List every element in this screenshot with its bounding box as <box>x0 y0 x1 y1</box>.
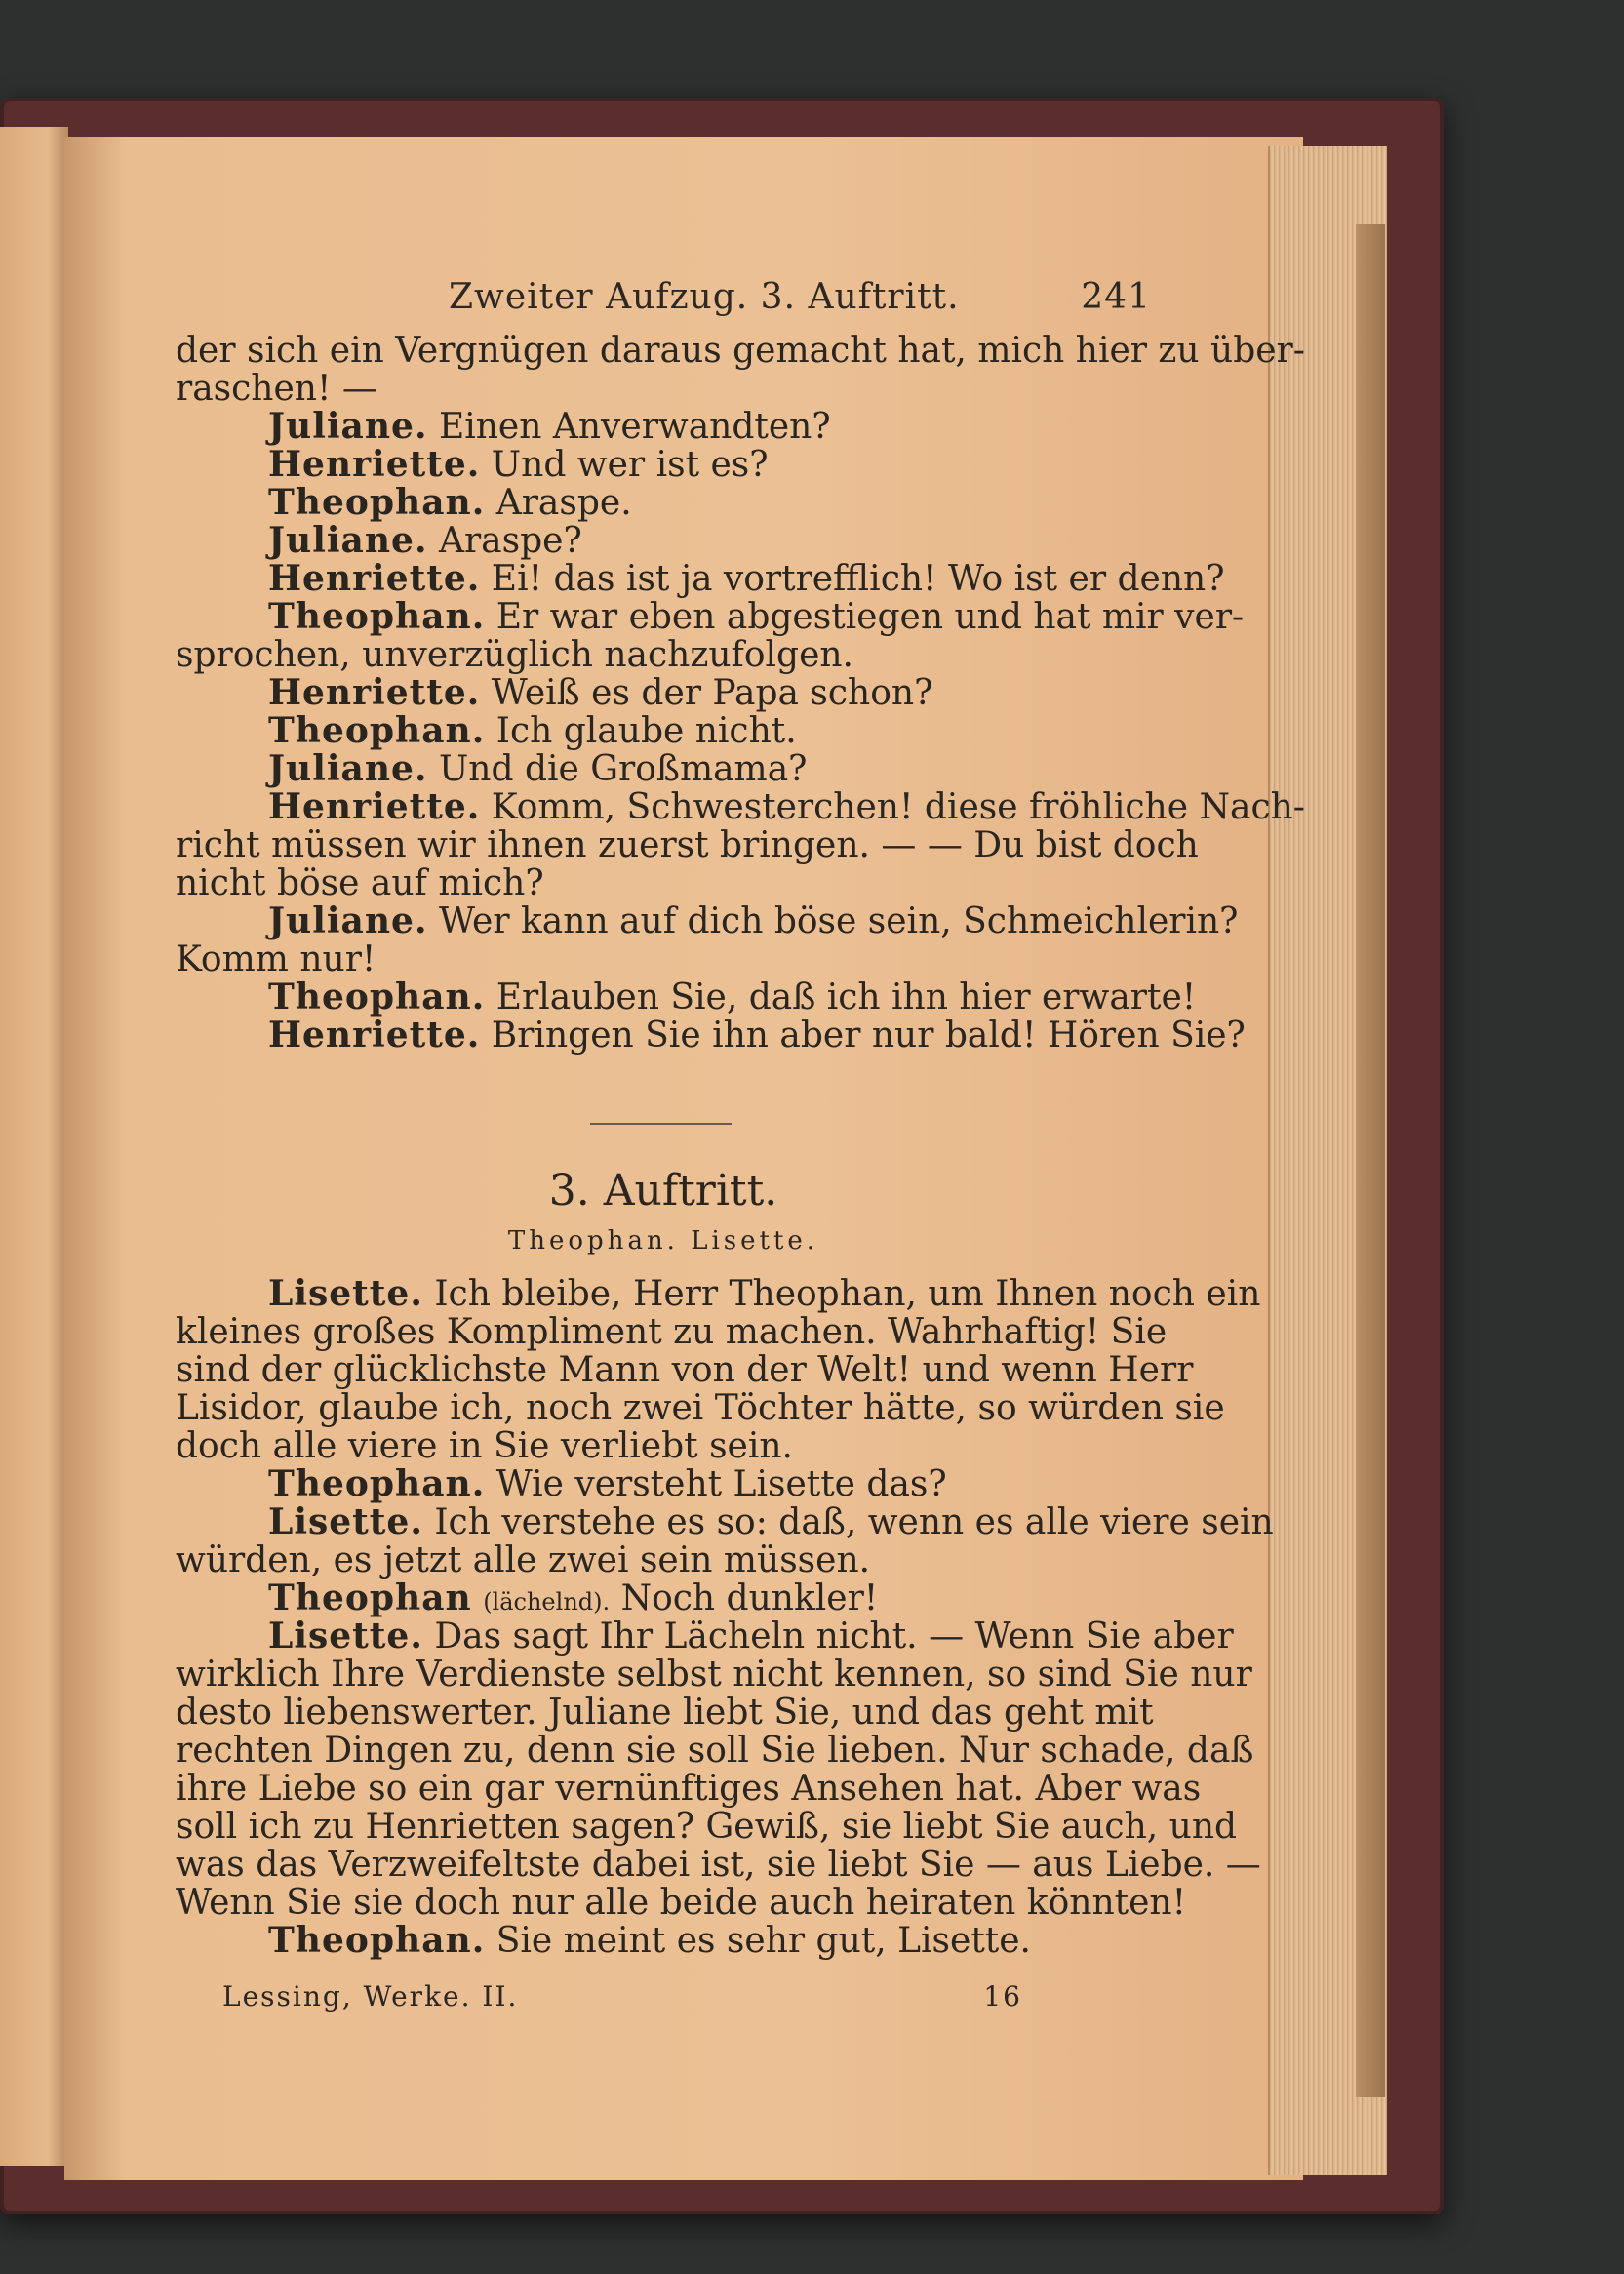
text-line <box>176 1579 1151 1617</box>
line-text: Er war eben abgestiegen und hat mir ver- <box>495 597 1245 637</box>
line-text: desto liebenswerter. Juliane liebt Sie, und das geht mit <box>176 1693 1154 1733</box>
text-line <box>176 900 1239 941</box>
text-line <box>176 786 1305 827</box>
text-line <box>176 1541 1151 1579</box>
text-line <box>176 712 1151 750</box>
speaker-name: Henriette. <box>268 786 481 827</box>
text-line <box>176 1616 1234 1656</box>
speaker-name: Theophan. <box>268 482 486 523</box>
text-line <box>176 674 1151 712</box>
text-line <box>176 1015 1246 1056</box>
line-text: raschen! — <box>176 369 377 409</box>
line-text: soll ich zu Henrietten sagen? Gewiß, sie liebt Sie auch, und <box>176 1807 1238 1847</box>
footer-sheet-number: 16 <box>983 1980 1022 2013</box>
text-line <box>176 1731 1254 1771</box>
speaker-name: Lisette. <box>268 1273 423 1314</box>
line-text: rechten Dingen zu, denn sie soll Sie lieben. Nur schade, daß <box>176 1731 1254 1771</box>
text-line <box>176 596 1245 637</box>
text-line <box>176 1427 1151 1465</box>
text-line <box>176 977 1197 1017</box>
page-footer <box>222 1980 1022 2019</box>
line-text: Das sagt Ihr Lächeln nicht. — Wenn Sie aber <box>434 1616 1234 1656</box>
line-text: Lisidor, glaube ich, noch zwei Töchter hätte, so würden sie <box>176 1388 1225 1428</box>
line-text: würden, es jetzt alle zwei sein müssen. <box>176 1540 871 1580</box>
line-text: Ich verstehe es so: daß, wenn es alle viere sein <box>434 1502 1274 1542</box>
line-text: sind der glücklichste Mann von der Welt! und wenn Herr <box>176 1350 1194 1390</box>
text-line <box>176 1769 1202 1809</box>
text-line <box>176 940 1151 978</box>
text-line <box>176 331 1305 371</box>
text-line <box>176 370 1151 408</box>
line-text: Erlauben Sie, daß ich ihn hier erwarte! <box>495 977 1197 1017</box>
line-text: kleines großes Kompliment zu machen. Wahrhaftig! Sie <box>176 1312 1168 1352</box>
text-line <box>176 825 1199 865</box>
text-line <box>176 1465 1151 1503</box>
line-text: was das Verzweifeltste dabei ist, sie liebt Sie — aus Liebe. — <box>176 1845 1261 1885</box>
text-line <box>176 1501 1274 1542</box>
text-line <box>176 1693 1154 1733</box>
text-line <box>176 1388 1225 1428</box>
line-text: sprochen, unverzüglich nachzufolgen. <box>176 635 854 675</box>
line-text: Und die Großmama? <box>438 749 808 789</box>
text-line <box>176 1312 1168 1352</box>
text-line <box>176 1273 1261 1314</box>
line-text: Ich glaube nicht. <box>495 711 797 751</box>
text-line <box>176 864 1151 902</box>
text-line <box>176 636 1151 674</box>
text-line <box>176 750 1151 788</box>
speaker-name: Henriette. <box>268 558 481 599</box>
line-text: wirklich Ihre Verdienste selbst nicht kennen, so sind Sie nur <box>176 1655 1252 1695</box>
line-text: Ei! das ist ja vortrefflich! Wo ist er denn? <box>491 559 1225 599</box>
line-text: richt müssen wir ihnen zuerst bringen. — — Du bist doch <box>176 825 1199 865</box>
text-line <box>176 1807 1238 1847</box>
running-title: Zweiter Aufzug. 3. Auftritt. <box>449 277 960 317</box>
speaker-name: Juliane. <box>268 520 428 561</box>
dialogue-block-1 <box>176 331 1305 1056</box>
speaker-name: Theophan. <box>268 1920 486 1961</box>
text-line <box>176 1350 1194 1390</box>
running-head <box>449 277 1151 326</box>
scene-title: 3. Auftritt. <box>548 1166 778 1216</box>
stage-direction: (lächelnd). <box>483 1588 611 1616</box>
line-text: Komm, Schwesterchen! diese fröhliche Nach- <box>491 787 1305 827</box>
text-line <box>176 484 1151 522</box>
line-text: Komm nur! <box>176 939 376 979</box>
speaker-name: Lisette. <box>268 1501 423 1542</box>
line-text: Und wer ist es? <box>491 445 769 485</box>
line-text: nicht böse auf mich? <box>176 863 544 903</box>
line-text: Ich bleibe, Herr Theophan, um Ihnen noch ein <box>434 1274 1261 1314</box>
line-text: Wenn Sie sie doch nur alle beide auch heiraten könnten! <box>176 1883 1187 1923</box>
line-text: Araspe? <box>438 521 582 561</box>
speaker-name: Henriette. <box>268 1015 481 1056</box>
line-text: Araspe. <box>495 483 632 523</box>
speaker-name: Juliane. <box>268 406 428 447</box>
scene-persons: Theophan. Lisette. <box>507 1226 819 1256</box>
line-text: Noch dunkler! <box>620 1578 879 1618</box>
text-line <box>176 558 1225 599</box>
page-edges-shadow <box>1356 224 1385 2097</box>
text-line <box>176 446 1151 484</box>
speaker-name: Juliane. <box>268 748 428 789</box>
text-line <box>176 1655 1252 1695</box>
speaker-name: Theophan <box>268 1577 472 1618</box>
dialogue-block-2 <box>176 1273 1274 1961</box>
speaker-name: Theophan. <box>268 1463 486 1504</box>
speaker-name: Henriette. <box>268 672 481 713</box>
text-line <box>176 522 1151 560</box>
line-text: Weiß es der Papa schon? <box>491 673 933 713</box>
speaker-name: Henriette. <box>268 444 481 485</box>
page-number: 241 <box>1081 277 1151 317</box>
left-page-edge <box>0 127 68 2166</box>
text-line <box>176 1845 1261 1885</box>
speaker-name: Theophan. <box>268 596 486 637</box>
line-text: Wer kann auf dich böse sein, Schmeichlerin? <box>438 901 1239 941</box>
line-text: der sich ein Vergnügen daraus gemacht hat, mich hier zu über- <box>176 331 1305 371</box>
text-line <box>176 408 1151 446</box>
footer-signature: Lessing, Werke. II. <box>222 1980 519 2013</box>
speaker-name: Juliane. <box>268 900 428 941</box>
line-text: Sie meint es sehr gut, Lisette. <box>495 1921 1031 1961</box>
line-text: doch alle viere in Sie verliebt sein. <box>176 1426 793 1466</box>
line-text: ihre Liebe so ein gar vernünftiges Ansehen hat. Aber was <box>176 1769 1202 1809</box>
section-divider <box>590 1123 732 1125</box>
speaker-name: Theophan. <box>268 977 486 1017</box>
line-text: Einen Anverwandten? <box>438 407 831 447</box>
speaker-name: Theophan. <box>268 710 486 751</box>
speaker-name: Lisette. <box>268 1616 423 1656</box>
line-text: Bringen Sie ihn aber nur bald! Hören Sie? <box>491 1016 1246 1056</box>
text-line <box>176 1922 1151 1960</box>
line-text: Wie versteht Lisette das? <box>495 1464 947 1504</box>
text-line <box>176 1883 1187 1923</box>
